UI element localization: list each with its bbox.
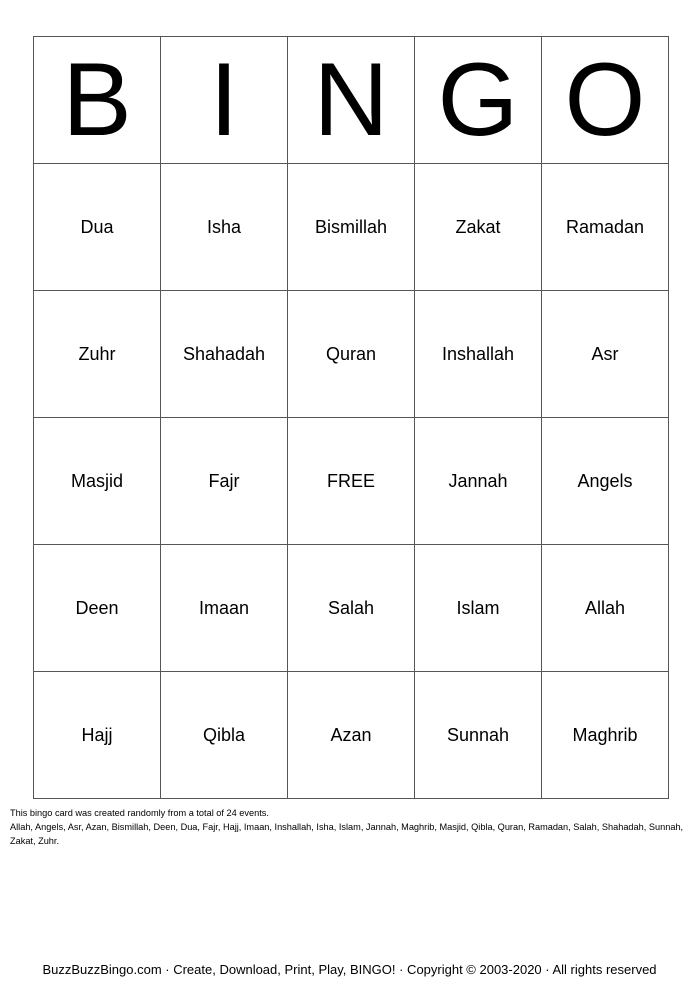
page-footer: BuzzBuzzBingo.com · Create, Download, Print, Play, BINGO! · Copyright © 2003-2020 · All rights reserved (42, 962, 657, 977)
bingo-cell: Shahadah (161, 291, 288, 418)
bingo-cell: Angels (542, 418, 669, 545)
header-letter-g: G (415, 37, 542, 164)
bingo-cell: Ramadan (542, 164, 669, 291)
bingo-row-2 (34, 291, 669, 418)
bingo-cell: Masjid (34, 418, 161, 545)
bingo-cell: Deen (34, 545, 161, 672)
bingo-cell: Salah (288, 545, 415, 672)
bingo-cell: Sunnah (415, 672, 542, 799)
bingo-cell: Zakat (415, 164, 542, 291)
bingo-cell: Allah (542, 545, 669, 672)
free-space-cell: FREE (288, 418, 415, 545)
header-letter-o: O (542, 37, 669, 164)
header-letter-n: N (288, 37, 415, 164)
bingo-cell: Hajj (34, 672, 161, 799)
card-info (10, 806, 690, 848)
bingo-header-row (34, 37, 669, 164)
bingo-cell: Quran (288, 291, 415, 418)
bingo-cell: Dua (34, 164, 161, 291)
bingo-cell: Bismillah (288, 164, 415, 291)
bingo-row-5 (34, 672, 669, 799)
bingo-cell: Inshallah (415, 291, 542, 418)
card-summary: This bingo card was created randomly from a total of 24 events. (10, 808, 269, 818)
bingo-cell: Maghrib (542, 672, 669, 799)
bingo-cell: Jannah (415, 418, 542, 545)
bingo-cell: Zuhr (34, 291, 161, 418)
bingo-cell: Imaan (161, 545, 288, 672)
bingo-cell: Islam (415, 545, 542, 672)
bingo-cell: Fajr (161, 418, 288, 545)
bingo-cell: Azan (288, 672, 415, 799)
header-letter-b: B (34, 37, 161, 164)
bingo-cell: Isha (161, 164, 288, 291)
bingo-row-4 (34, 545, 669, 672)
bingo-row-1 (34, 164, 669, 291)
bingo-card (33, 36, 669, 799)
bingo-row-3 (34, 418, 669, 545)
bingo-cell: Qibla (161, 672, 288, 799)
header-letter-i: I (161, 37, 288, 164)
bingo-cell: Asr (542, 291, 669, 418)
event-list: Allah, Angels, Asr, Azan, Bismillah, Deen, Dua, Fajr, Hajj, Imaan, Inshallah, Isha, Islam, Jannah, Maghrib, Masjid, Qibla, Quran, Ramadan, Salah, Shahadah, Sunnah, Zakat, Zuhr. (10, 822, 684, 846)
